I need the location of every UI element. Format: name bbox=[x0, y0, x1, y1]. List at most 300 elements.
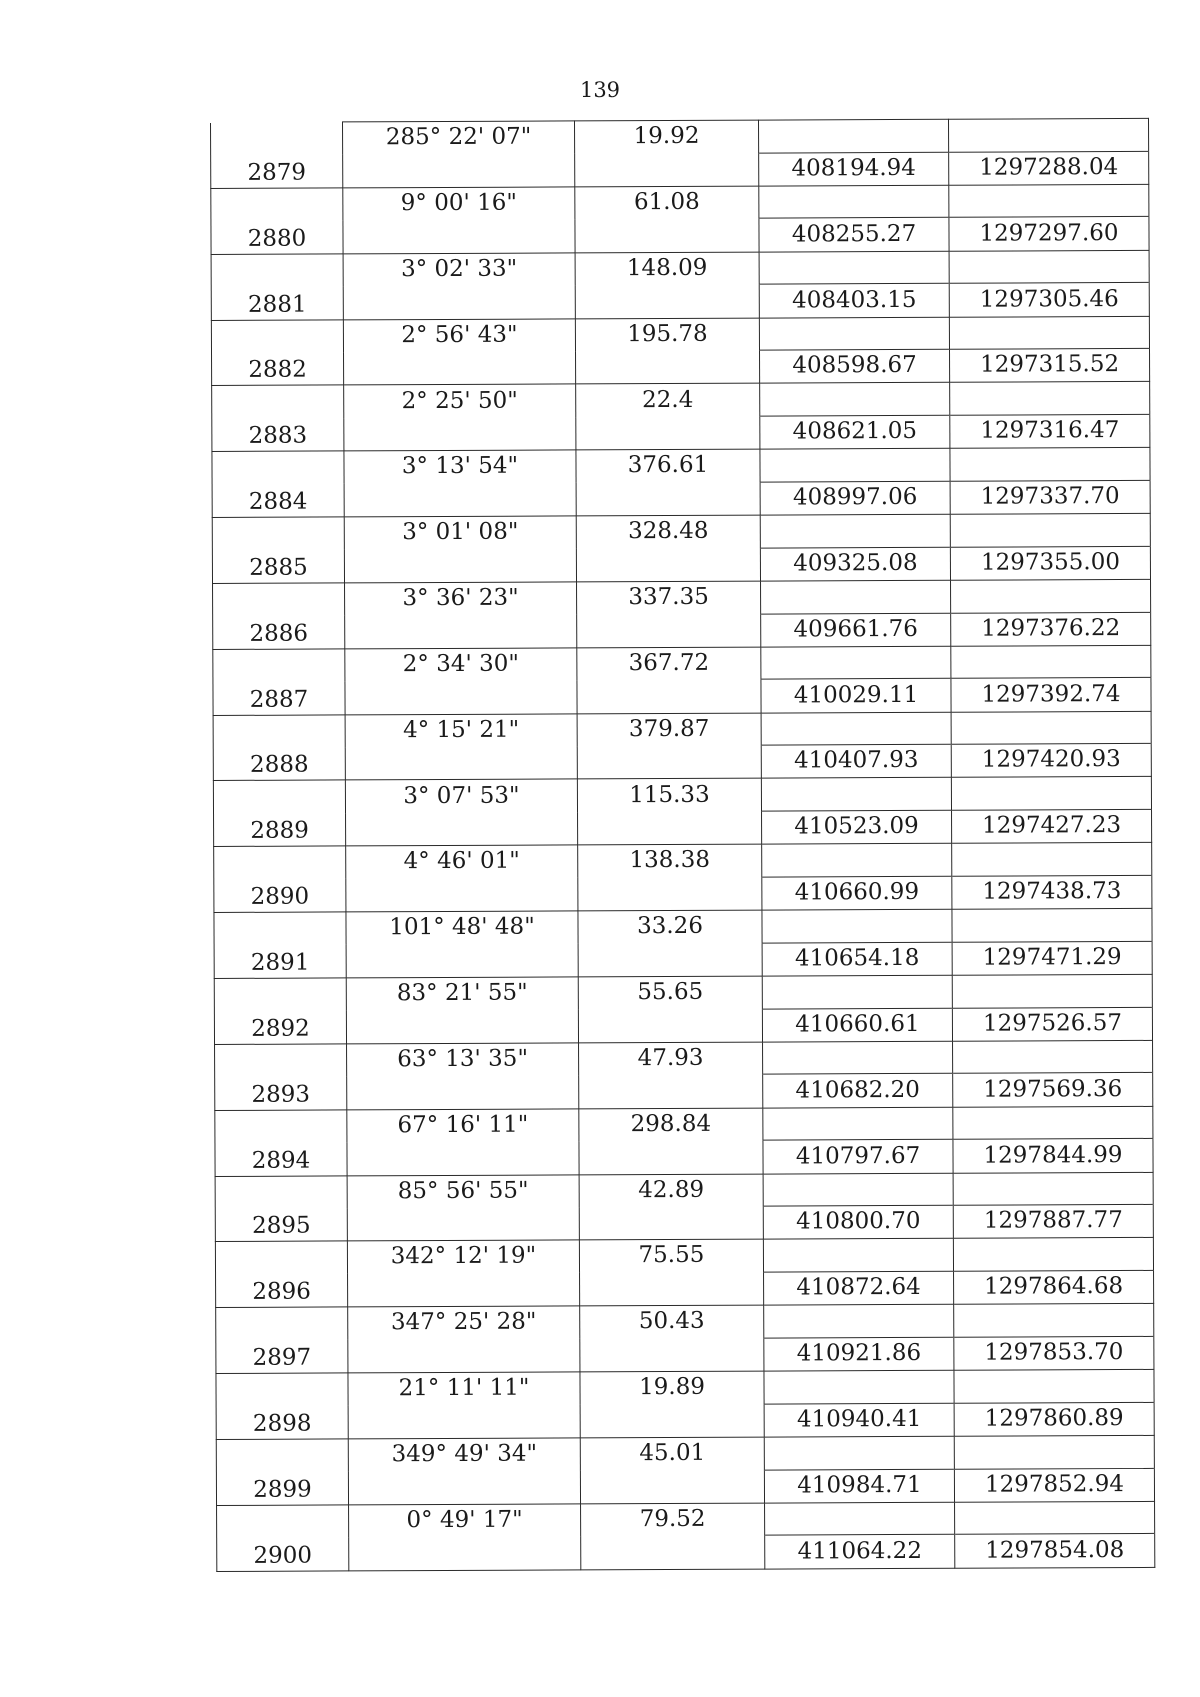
easting-value: 410523.09 bbox=[794, 813, 919, 840]
bearing-cell bbox=[349, 1504, 581, 1538]
northing-cell-blank bbox=[952, 974, 1152, 1008]
point-cell-blank bbox=[213, 649, 345, 682]
easting-cell-blank bbox=[761, 646, 951, 679]
distance-value: 337.35 bbox=[628, 583, 709, 611]
point-cell bbox=[214, 945, 346, 979]
easting-cell-blank bbox=[761, 580, 951, 613]
distance-cell bbox=[577, 779, 761, 812]
point-number: 2887 bbox=[249, 686, 309, 713]
northing-cell-blank bbox=[953, 1172, 1153, 1206]
bearing-value: 4° 46' 01" bbox=[403, 848, 520, 875]
easting-cell bbox=[761, 613, 951, 647]
easting-cell bbox=[759, 152, 949, 186]
point-number: 2884 bbox=[248, 488, 308, 515]
northing-value: 1297853.70 bbox=[984, 1339, 1124, 1366]
point-cell bbox=[214, 879, 346, 913]
distance-value: 61.08 bbox=[633, 188, 700, 216]
distance-value: 47.93 bbox=[637, 1044, 704, 1072]
easting-value: 410984.71 bbox=[797, 1471, 922, 1499]
distance-value: 376.61 bbox=[627, 452, 709, 479]
northing-value: 1297860.89 bbox=[984, 1404, 1124, 1432]
station-row bbox=[212, 480, 1150, 517]
leg-row bbox=[215, 1172, 1153, 1209]
northing-cell-blank bbox=[948, 118, 1148, 152]
northing-cell-blank bbox=[953, 1238, 1153, 1272]
distance-cell-blank bbox=[579, 1075, 763, 1109]
bearing-cell-blank bbox=[346, 878, 578, 912]
station-row bbox=[213, 744, 1151, 781]
leg-row bbox=[217, 1501, 1155, 1538]
easting-cell bbox=[762, 1008, 952, 1042]
northing-value: 1297526.57 bbox=[982, 1009, 1122, 1037]
northing-cell-blank bbox=[951, 711, 1151, 745]
distance-cell bbox=[579, 1239, 763, 1272]
point-cell-blank bbox=[217, 1505, 349, 1538]
point-number: 2882 bbox=[248, 356, 307, 384]
point-cell bbox=[212, 352, 344, 386]
easting-cell bbox=[760, 547, 950, 581]
bearing-cell-blank bbox=[349, 1536, 581, 1571]
point-cell bbox=[212, 418, 344, 452]
leg-row bbox=[213, 645, 1151, 682]
easting-cell bbox=[764, 1469, 954, 1503]
northing-cell bbox=[953, 1139, 1153, 1173]
bearing-value: 2° 25' 50" bbox=[401, 387, 518, 414]
distance-cell bbox=[581, 1503, 765, 1536]
easting-cell-blank bbox=[763, 1107, 953, 1140]
distance-value: 19.92 bbox=[633, 123, 700, 150]
point-cell bbox=[211, 155, 343, 189]
bearing-value: 63° 13' 35" bbox=[397, 1045, 529, 1073]
point-cell-blank bbox=[213, 583, 345, 616]
distance-value: 33.26 bbox=[637, 913, 703, 940]
easting-cell bbox=[764, 1337, 954, 1371]
leg-row bbox=[211, 184, 1149, 221]
distance-cell-blank bbox=[575, 284, 759, 318]
northing-cell bbox=[954, 1468, 1154, 1502]
northing-value: 1297315.52 bbox=[979, 351, 1120, 379]
point-cell-blank bbox=[213, 715, 345, 748]
easting-cell-blank bbox=[759, 185, 949, 218]
point-cell bbox=[212, 550, 344, 584]
easting-cell bbox=[760, 349, 950, 383]
point-cell-blank bbox=[215, 1044, 347, 1077]
easting-cell-blank bbox=[760, 383, 950, 416]
northing-cell bbox=[949, 151, 1149, 185]
bearing-cell-blank bbox=[348, 1405, 580, 1439]
bearing-cell bbox=[346, 911, 578, 945]
northing-cell bbox=[950, 546, 1150, 580]
bearing-cell bbox=[344, 384, 576, 418]
distance-cell-blank bbox=[575, 219, 759, 253]
point-cell-blank bbox=[212, 517, 344, 550]
easting-value: 410029.11 bbox=[793, 681, 919, 709]
leg-row bbox=[211, 316, 1149, 353]
point-number: 2892 bbox=[251, 1015, 310, 1042]
bearing-cell bbox=[348, 1372, 580, 1406]
northing-value: 1297471.29 bbox=[982, 943, 1122, 971]
northing-cell-blank bbox=[953, 1106, 1153, 1140]
northing-cell bbox=[952, 941, 1152, 975]
distance-value: 19.89 bbox=[639, 1374, 706, 1401]
bearing-value: 21° 11' 11" bbox=[398, 1374, 530, 1402]
point-cell bbox=[215, 1208, 347, 1242]
northing-value: 1297355.00 bbox=[980, 548, 1120, 576]
distance-cell-blank bbox=[578, 811, 762, 845]
leg-row bbox=[212, 513, 1150, 550]
northing-cell-blank bbox=[950, 448, 1150, 482]
point-cell bbox=[216, 1471, 348, 1505]
northing-cell-blank bbox=[954, 1369, 1154, 1403]
northing-value: 1297852.94 bbox=[984, 1470, 1125, 1498]
leg-row bbox=[215, 1106, 1153, 1143]
easting-value: 408403.15 bbox=[792, 286, 917, 313]
station-row bbox=[216, 1270, 1154, 1307]
northing-cell bbox=[952, 1007, 1152, 1041]
distance-value: 22.4 bbox=[642, 386, 694, 413]
northing-cell bbox=[949, 349, 1149, 383]
station-row bbox=[215, 1205, 1153, 1242]
distance-cell-blank bbox=[578, 877, 762, 911]
distance-cell-blank bbox=[580, 1338, 764, 1372]
point-cell-blank bbox=[211, 122, 343, 155]
northing-cell bbox=[949, 217, 1149, 251]
page-number: 139 bbox=[579, 78, 621, 102]
easting-cell bbox=[761, 679, 951, 713]
northing-value: 1297316.47 bbox=[980, 417, 1120, 444]
distance-value: 148.09 bbox=[626, 254, 708, 282]
bearing-cell-blank bbox=[348, 1339, 580, 1373]
point-cell-blank bbox=[215, 1110, 347, 1143]
bearing-value: 3° 01' 08" bbox=[402, 518, 519, 546]
distance-cell-blank bbox=[576, 350, 760, 384]
bearing-value: 3° 36' 23" bbox=[402, 584, 519, 612]
distance-value: 75.55 bbox=[638, 1242, 705, 1269]
leg-row bbox=[216, 1304, 1154, 1341]
northing-value: 1297854.08 bbox=[985, 1537, 1125, 1564]
easting-value: 410921.86 bbox=[796, 1339, 922, 1367]
station-row bbox=[211, 151, 1149, 188]
bearing-cell-blank bbox=[343, 219, 575, 253]
easting-cell bbox=[765, 1535, 955, 1569]
easting-cell bbox=[762, 942, 952, 976]
easting-value: 410872.64 bbox=[796, 1274, 921, 1301]
distance-cell-blank bbox=[575, 153, 759, 187]
bearing-cell-blank bbox=[343, 154, 575, 188]
northing-cell-blank bbox=[950, 513, 1150, 547]
easting-cell-blank bbox=[763, 1173, 953, 1206]
point-number: 2894 bbox=[251, 1147, 311, 1174]
distance-cell bbox=[575, 252, 759, 285]
point-cell-blank bbox=[216, 1439, 348, 1472]
bearing-cell-blank bbox=[346, 944, 578, 978]
easting-cell-blank bbox=[764, 1370, 954, 1403]
bearing-cell bbox=[347, 1240, 579, 1274]
easting-value: 410660.99 bbox=[794, 879, 920, 906]
point-cell-blank bbox=[216, 1307, 348, 1340]
point-cell bbox=[216, 1274, 348, 1308]
easting-value: 408194.94 bbox=[791, 154, 916, 182]
northing-value: 1297864.68 bbox=[984, 1273, 1124, 1300]
bearing-value: 342° 12' 19" bbox=[390, 1243, 537, 1270]
point-number: 2886 bbox=[249, 620, 309, 647]
easting-value: 410797.67 bbox=[795, 1142, 921, 1169]
bearing-value: 83° 21' 55" bbox=[396, 979, 528, 1007]
northing-value: 1297569.36 bbox=[983, 1075, 1123, 1103]
northing-cell-blank bbox=[954, 1304, 1154, 1338]
distance-value: 195.78 bbox=[627, 320, 708, 347]
northing-cell bbox=[951, 744, 1151, 778]
bearing-cell bbox=[343, 187, 575, 221]
northing-cell-blank bbox=[949, 184, 1149, 218]
easting-value: 409325.08 bbox=[793, 549, 918, 577]
distance-cell bbox=[578, 910, 762, 943]
point-number: 2880 bbox=[247, 225, 307, 252]
easting-value: 410682.20 bbox=[795, 1076, 920, 1104]
distance-value: 45.01 bbox=[639, 1439, 706, 1467]
point-cell-blank bbox=[215, 1241, 347, 1274]
northing-cell-blank bbox=[952, 843, 1152, 877]
point-number: 2897 bbox=[252, 1344, 312, 1371]
bearing-cell-blank bbox=[345, 680, 577, 714]
point-cell-blank bbox=[211, 319, 343, 352]
point-number: 2893 bbox=[251, 1081, 311, 1108]
distance-cell-blank bbox=[580, 1272, 764, 1306]
easting-cell bbox=[763, 1205, 953, 1239]
distance-cell bbox=[580, 1437, 764, 1470]
distance-cell bbox=[579, 1108, 763, 1141]
distance-cell bbox=[577, 647, 761, 680]
distance-cell-blank bbox=[576, 416, 760, 450]
point-cell-blank bbox=[211, 254, 343, 287]
point-number: 2883 bbox=[248, 422, 308, 450]
leg-row bbox=[211, 118, 1149, 155]
easting-cell bbox=[759, 218, 949, 252]
distance-cell bbox=[578, 976, 762, 1009]
northing-value: 1297887.77 bbox=[983, 1207, 1123, 1234]
bearing-cell-blank bbox=[343, 285, 575, 319]
easting-cell-blank bbox=[764, 1304, 954, 1337]
station-row bbox=[211, 283, 1149, 320]
distance-value: 50.43 bbox=[638, 1308, 705, 1335]
point-number: 2879 bbox=[247, 159, 307, 186]
point-cell-blank bbox=[214, 912, 346, 945]
point-cell bbox=[212, 484, 344, 518]
bearing-value: 2° 56' 43" bbox=[401, 321, 518, 348]
bearing-cell-blank bbox=[346, 812, 578, 846]
northing-cell bbox=[950, 414, 1150, 448]
easting-cell bbox=[763, 1140, 953, 1174]
distance-value: 42.89 bbox=[638, 1176, 705, 1203]
point-cell-blank bbox=[213, 780, 345, 813]
station-row bbox=[215, 1073, 1153, 1110]
northing-cell-blank bbox=[954, 1435, 1154, 1469]
station-row bbox=[214, 875, 1152, 912]
northing-cell bbox=[951, 612, 1151, 646]
bearing-cell bbox=[343, 253, 575, 287]
bearing-value: 3° 02' 33" bbox=[400, 255, 518, 282]
point-cell bbox=[214, 813, 346, 847]
point-cell-blank bbox=[211, 188, 343, 221]
distance-cell-blank bbox=[578, 943, 762, 977]
station-row bbox=[211, 217, 1149, 254]
northing-cell bbox=[951, 678, 1151, 712]
distance-cell bbox=[579, 1042, 763, 1075]
distance-cell-blank bbox=[577, 679, 761, 713]
point-number: 2900 bbox=[253, 1542, 313, 1569]
distance-value: 298.84 bbox=[630, 1110, 712, 1137]
easting-cell-blank bbox=[764, 1436, 954, 1469]
bearing-cell bbox=[345, 779, 577, 813]
northing-cell-blank bbox=[949, 250, 1149, 284]
bearing-cell-blank bbox=[347, 1075, 579, 1109]
point-cell bbox=[213, 615, 345, 649]
point-number: 2895 bbox=[251, 1212, 311, 1240]
northing-value: 1297427.23 bbox=[982, 812, 1122, 839]
station-row bbox=[214, 941, 1152, 978]
easting-value: 410654.18 bbox=[794, 944, 920, 972]
station-row bbox=[214, 1007, 1152, 1044]
distance-cell-blank bbox=[578, 1009, 762, 1043]
easting-cell-blank bbox=[762, 909, 952, 942]
distance-cell bbox=[580, 1305, 764, 1338]
leg-row bbox=[215, 1238, 1153, 1275]
easting-cell-blank bbox=[761, 778, 951, 811]
easting-cell-blank bbox=[763, 1041, 953, 1074]
distance-value: 367.72 bbox=[628, 649, 710, 677]
leg-row bbox=[216, 1369, 1154, 1406]
bearing-cell bbox=[343, 121, 575, 155]
bearing-cell-blank bbox=[344, 351, 576, 385]
bearing-cell-blank bbox=[348, 1470, 580, 1504]
northing-cell bbox=[953, 1073, 1153, 1107]
point-cell-blank bbox=[214, 846, 346, 879]
bearing-value: 3° 07' 53" bbox=[403, 782, 520, 809]
northing-cell bbox=[952, 875, 1152, 909]
easting-cell bbox=[762, 810, 952, 844]
easting-value: 411064.22 bbox=[797, 1537, 922, 1565]
bearing-value: 285° 22' 07" bbox=[385, 123, 532, 151]
distance-cell bbox=[576, 515, 760, 548]
easting-cell-blank bbox=[759, 251, 949, 284]
bearing-cell bbox=[343, 318, 575, 352]
bearing-cell-blank bbox=[344, 417, 576, 451]
bearing-value: 101° 48' 48" bbox=[389, 913, 535, 941]
point-number: 2885 bbox=[249, 554, 308, 581]
easting-cell-blank bbox=[761, 712, 951, 745]
leg-row bbox=[216, 1435, 1154, 1472]
northing-value: 1297337.70 bbox=[980, 483, 1120, 510]
bearing-cell bbox=[344, 450, 576, 484]
bearing-value: 0° 49' 17" bbox=[406, 1506, 523, 1534]
easting-cell-blank bbox=[763, 1239, 953, 1272]
bearing-value: 3° 13' 54" bbox=[401, 453, 519, 480]
easting-cell bbox=[760, 415, 950, 449]
northing-cell bbox=[955, 1534, 1155, 1569]
station-row bbox=[213, 678, 1151, 715]
easting-value: 410940.41 bbox=[796, 1405, 922, 1433]
northing-cell-blank bbox=[950, 382, 1150, 416]
point-number: 2890 bbox=[250, 883, 310, 910]
northing-value: 1297420.93 bbox=[981, 746, 1121, 774]
point-number: 2888 bbox=[249, 752, 309, 779]
distance-cell bbox=[577, 713, 761, 746]
bearing-cell bbox=[348, 1306, 580, 1340]
leg-row bbox=[214, 909, 1152, 946]
bearing-cell-blank bbox=[347, 1141, 579, 1175]
bearing-cell bbox=[346, 845, 578, 879]
station-row bbox=[212, 349, 1150, 386]
bearing-cell-blank bbox=[345, 614, 577, 648]
point-cell-blank bbox=[216, 1373, 348, 1406]
distance-cell bbox=[574, 120, 758, 153]
easting-cell bbox=[762, 876, 952, 910]
easting-value: 408621.05 bbox=[792, 418, 918, 445]
leg-row bbox=[213, 777, 1151, 814]
leg-row bbox=[213, 711, 1151, 748]
northing-value: 1297288.04 bbox=[979, 153, 1119, 181]
station-row bbox=[216, 1336, 1154, 1373]
easting-value: 409661.76 bbox=[793, 615, 918, 643]
station-row bbox=[217, 1534, 1155, 1572]
distance-cell-blank bbox=[577, 745, 761, 779]
bearing-cell bbox=[345, 582, 577, 616]
bearing-cell-blank bbox=[346, 1010, 578, 1044]
station-row bbox=[216, 1468, 1154, 1505]
easting-value: 410800.70 bbox=[796, 1208, 921, 1235]
point-number: 2896 bbox=[252, 1278, 311, 1306]
distance-cell bbox=[577, 581, 761, 614]
point-number: 2891 bbox=[250, 949, 310, 976]
bearing-cell-blank bbox=[344, 483, 576, 517]
northing-cell-blank bbox=[953, 1040, 1153, 1074]
point-cell bbox=[211, 286, 343, 320]
distance-cell-blank bbox=[577, 614, 761, 648]
bearing-value: 349° 49' 34" bbox=[391, 1440, 538, 1468]
northing-cell bbox=[953, 1205, 1153, 1239]
easting-cell-blank bbox=[760, 448, 950, 481]
leg-row bbox=[214, 843, 1152, 880]
survey-coordinate-table bbox=[210, 118, 1155, 1572]
easting-cell bbox=[761, 745, 951, 779]
northing-cell-blank bbox=[955, 1501, 1155, 1535]
northing-value: 1297305.46 bbox=[979, 285, 1119, 313]
northing-cell-blank bbox=[951, 645, 1151, 679]
leg-row bbox=[212, 382, 1150, 419]
bearing-cell bbox=[344, 516, 576, 550]
easting-cell bbox=[760, 481, 950, 515]
leg-row bbox=[211, 250, 1149, 287]
northing-cell bbox=[950, 480, 1150, 514]
bearing-cell-blank bbox=[345, 746, 577, 780]
distance-value: 55.65 bbox=[637, 978, 704, 1006]
table-body bbox=[211, 118, 1155, 1571]
distance-cell bbox=[575, 186, 759, 219]
northing-cell bbox=[952, 809, 1152, 843]
northing-cell bbox=[954, 1402, 1154, 1436]
point-number: 2899 bbox=[253, 1476, 312, 1503]
point-cell bbox=[215, 1076, 347, 1110]
northing-value: 1297438.73 bbox=[982, 878, 1122, 905]
point-cell bbox=[217, 1537, 349, 1571]
northing-cell-blank bbox=[951, 777, 1151, 811]
leg-row bbox=[215, 1040, 1153, 1077]
easting-cell bbox=[763, 1074, 953, 1108]
northing-cell bbox=[949, 283, 1149, 317]
distance-value: 379.87 bbox=[628, 715, 710, 742]
bearing-cell bbox=[347, 1043, 579, 1077]
station-row bbox=[212, 414, 1150, 451]
